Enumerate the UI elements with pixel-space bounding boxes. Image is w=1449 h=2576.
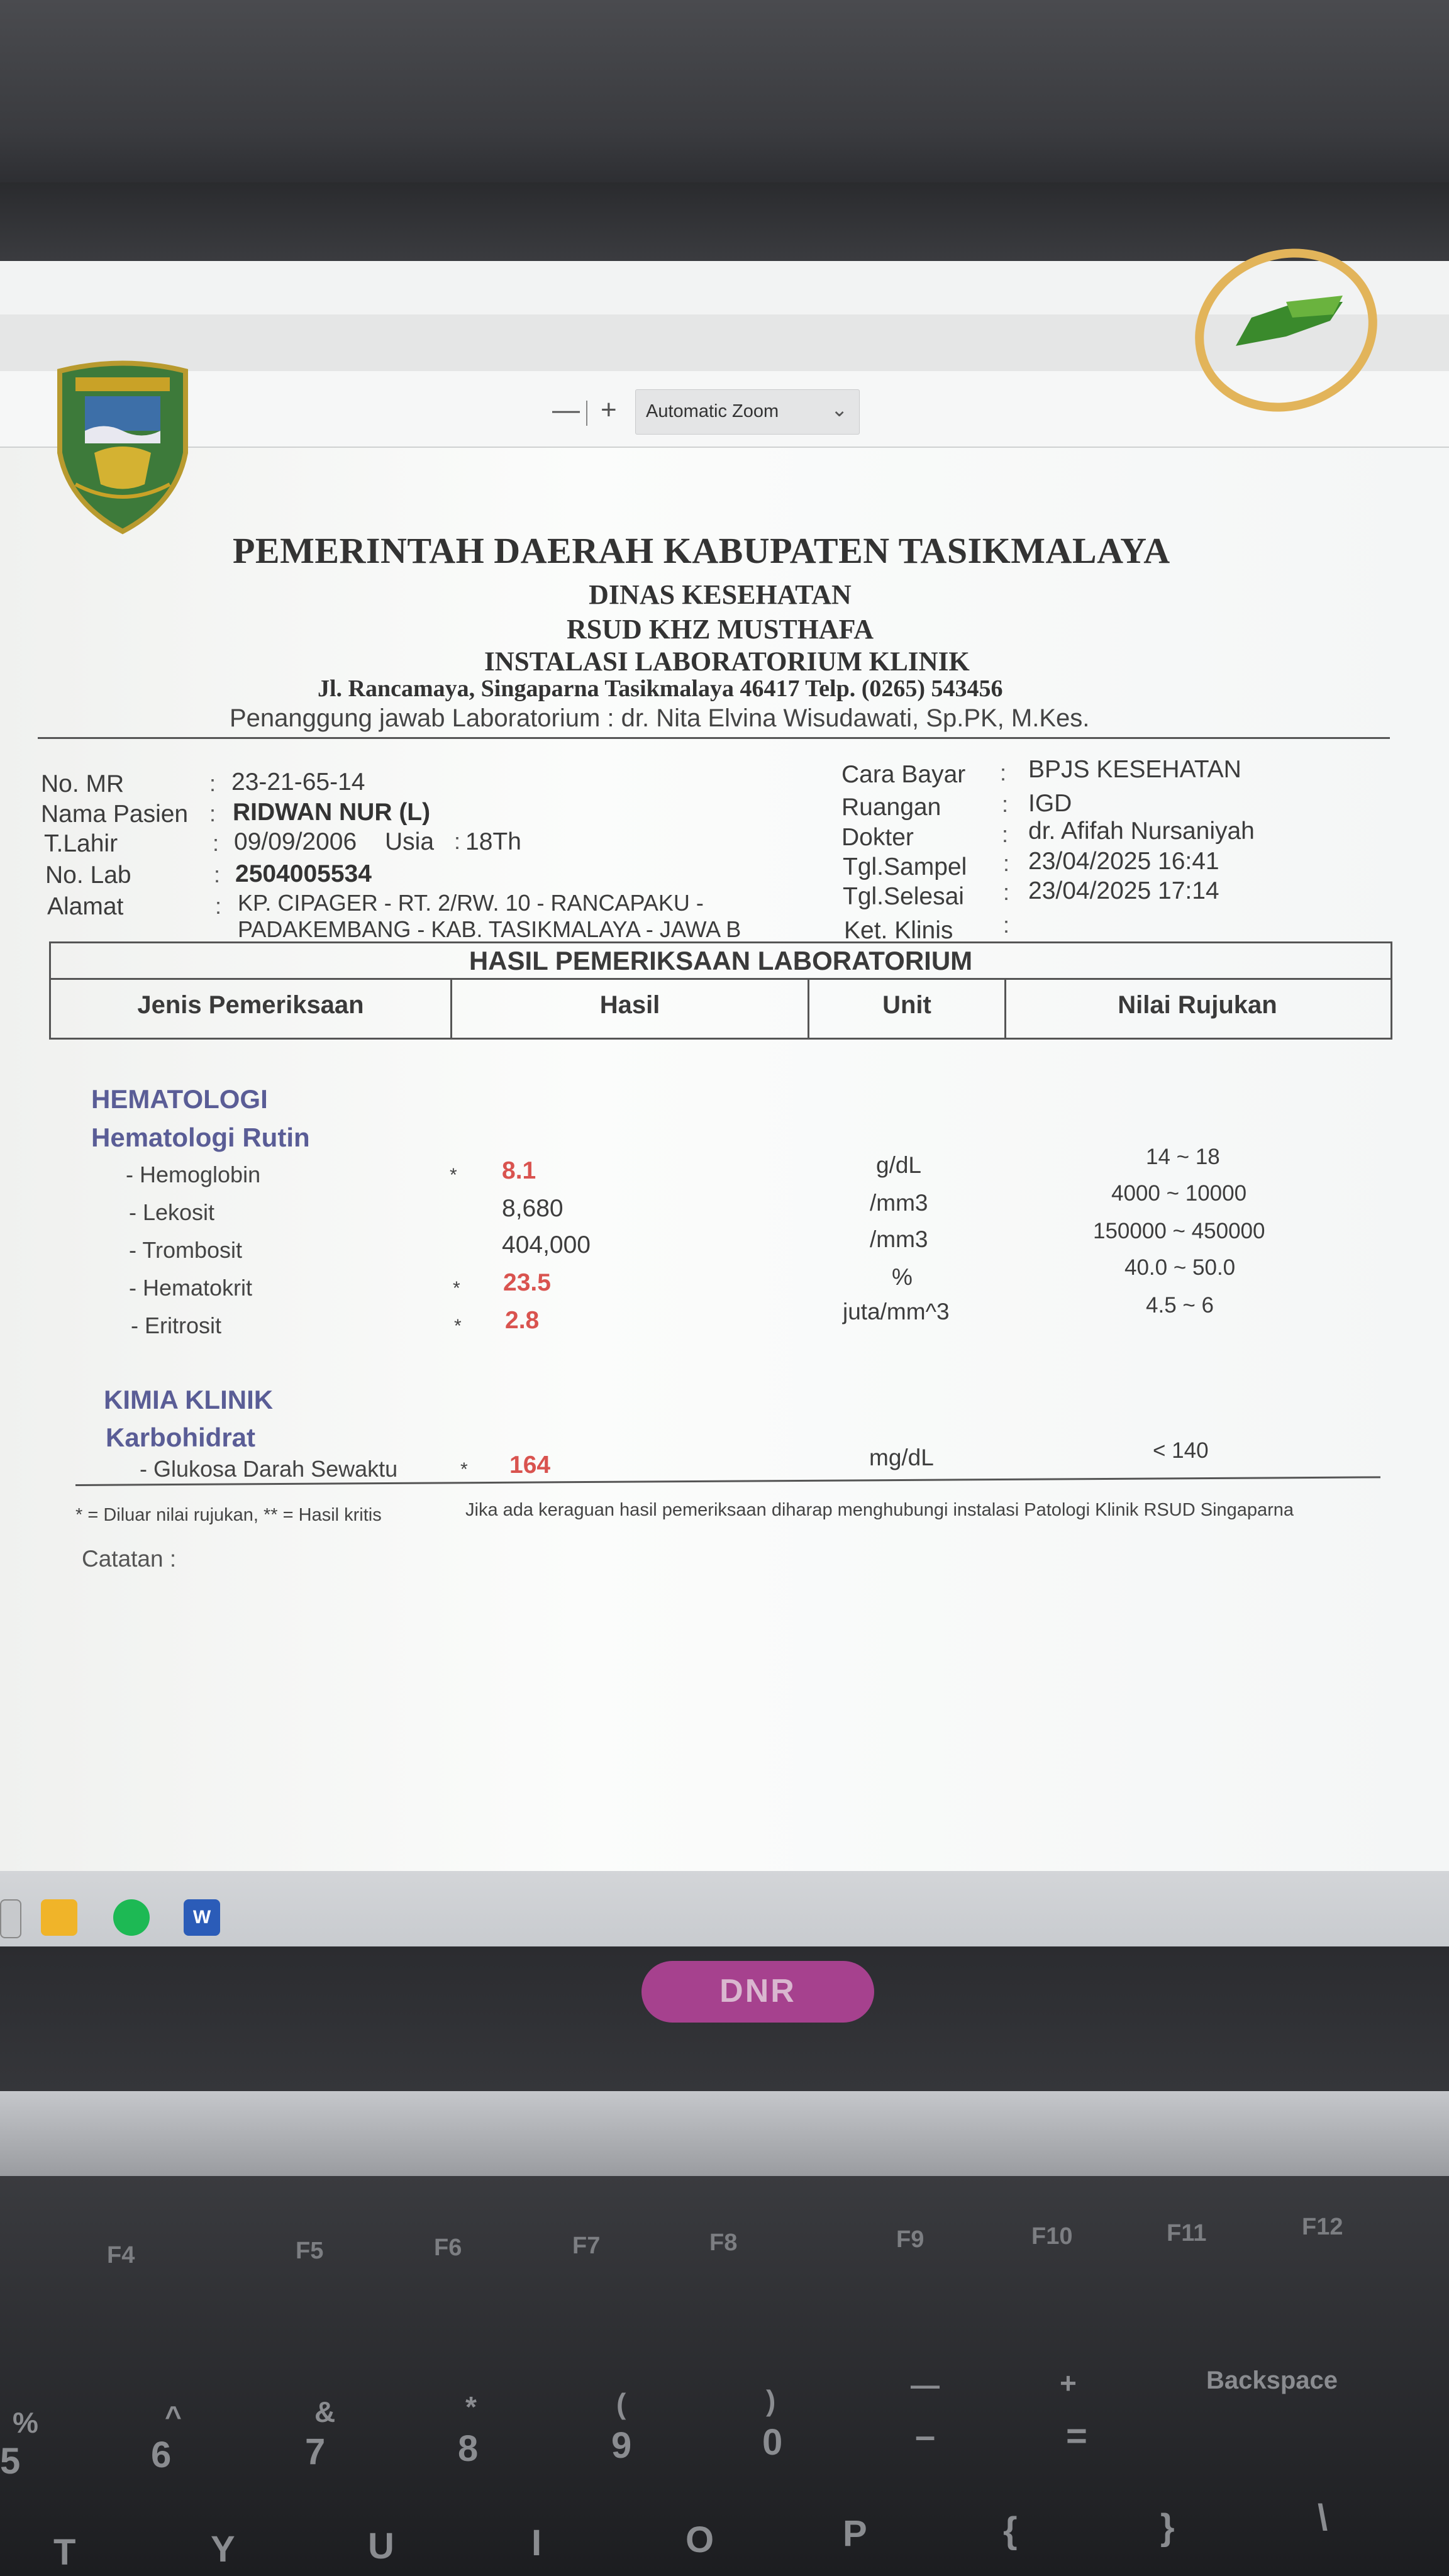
reference-range: 40.0 ~ 50.0 — [1124, 1255, 1236, 1280]
tgl-selesai-label: Tgl.Selesai — [843, 883, 964, 910]
test-value: 8.1 — [502, 1157, 536, 1184]
hospital-logo-icon — [1192, 236, 1380, 425]
key-6[interactable]: 6 — [151, 2434, 172, 2475]
test-name: - Glukosa Darah Sewaktu — [140, 1456, 398, 1482]
alamat-line-2: PADAKEMBANG - KAB. TASIKMALAYA - JAWA B — [238, 916, 741, 942]
colon: : — [209, 770, 216, 796]
colon: : — [213, 830, 219, 856]
test-value: 8,680 — [502, 1195, 564, 1222]
key-o[interactable]: O — [686, 2519, 714, 2560]
no-lab-value: 2504005534 — [235, 860, 372, 887]
header-line-3: RSUD KHZ MUSTHAFA — [566, 614, 874, 645]
out-of-range-flag: * — [460, 1459, 468, 1480]
key-5[interactable]: 5 — [0, 2441, 21, 2482]
key-0-shift: ) — [766, 2384, 776, 2417]
test-name: - Hemoglobin — [126, 1162, 261, 1187]
key-f6[interactable]: F6 — [434, 2235, 462, 2261]
tgl-sampel-label: Tgl.Sampel — [843, 853, 967, 880]
test-value: 2.8 — [505, 1307, 540, 1334]
key-9[interactable]: 9 — [611, 2425, 632, 2466]
section-subtitle: Karbohidrat — [106, 1423, 256, 1452]
colon: : — [1002, 821, 1009, 847]
tlahir-label: T.Lahir — [44, 830, 118, 857]
chevron-down-icon: ⌄ — [831, 398, 848, 421]
column-header-unit: Unit — [809, 980, 1006, 1038]
alamat-line-1: KP. CIPAGER - RT. 2/RW. 10 - RANCAPAKU - — [238, 890, 704, 916]
key-7-shift: & — [314, 2396, 336, 2428]
key-left-brace[interactable]: { — [1003, 2510, 1018, 2551]
key-i[interactable]: I — [531, 2523, 542, 2563]
key-f11[interactable]: F11 — [1167, 2220, 1207, 2246]
reference-range: 4.5 ~ 6 — [1146, 1293, 1214, 1318]
key-minus[interactable]: – — [915, 2416, 936, 2457]
nama-pasien-value: RIDWAN NUR (L) — [233, 799, 431, 826]
tgl-sampel-value: 23/04/2025 16:41 — [1028, 848, 1219, 875]
test-name: - Trombosit — [129, 1237, 243, 1263]
test-unit: juta/mm^3 — [843, 1299, 950, 1324]
colon: : — [1003, 850, 1010, 876]
zoom-in-button[interactable]: + — [601, 394, 617, 425]
flag-legend: * = Diluar nilai rujukan, ** = Hasil kritis — [75, 1505, 382, 1525]
laptop-screen — [0, 261, 1449, 1871]
colon: : — [1002, 791, 1009, 817]
ket-klinis-label: Ket. Klinis — [844, 917, 953, 944]
test-unit: /mm3 — [870, 1190, 928, 1216]
column-header-hasil: Hasil — [452, 980, 809, 1038]
results-table-title: HASIL PEMERIKSAAN LABORATORIUM — [51, 943, 1391, 980]
dnr-sticker-text: DNR — [719, 1973, 796, 2009]
header-line-1: PEMERINTAH DAERAH KABUPATEN TASIKMALAYA — [233, 530, 1170, 571]
key-y[interactable]: Y — [211, 2529, 235, 2570]
usia-label: Usia — [385, 828, 435, 855]
no-mr-label: No. MR — [41, 770, 125, 797]
colon: : — [454, 828, 461, 854]
key-f4[interactable]: F4 — [107, 2242, 135, 2268]
key-f5[interactable]: F5 — [296, 2238, 324, 2264]
cara-bayar-value: BPJS KESEHATAN — [1028, 756, 1241, 783]
key-8[interactable]: 8 — [458, 2428, 479, 2469]
colon: : — [1000, 760, 1007, 786]
key-f12[interactable]: F12 — [1302, 2214, 1343, 2240]
out-of-range-flag: * — [450, 1165, 457, 1185]
key-7[interactable]: 7 — [305, 2431, 326, 2472]
colon: : — [214, 862, 221, 887]
catatan-label: Catatan : — [82, 1546, 177, 1572]
key-5-shift: % — [13, 2406, 38, 2439]
key-0[interactable]: 0 — [762, 2422, 783, 2463]
colon: : — [1003, 912, 1010, 938]
key-backspace[interactable]: Backspace — [1206, 2367, 1338, 2394]
test-unit: g/dL — [876, 1152, 922, 1178]
test-value: 164 — [509, 1452, 551, 1479]
reference-range: 150000 ~ 450000 — [1093, 1219, 1265, 1243]
nama-pasien-label: Nama Pasien — [41, 801, 189, 828]
key-right-brace[interactable]: } — [1160, 2507, 1175, 2548]
monitor-top-bezel — [0, 0, 1449, 189]
colon: : — [209, 801, 216, 826]
usia-value: 18Th — [465, 828, 521, 855]
out-of-range-flag: * — [453, 1278, 460, 1299]
zoom-out-button[interactable]: — — [552, 394, 580, 425]
footer-disclaimer: Jika ada keraguan hasil pemeriksaan diharap menghubungi instalasi Patologi Klinik RSUD Singaparna — [465, 1500, 1294, 1520]
section-title: KIMIA KLINIK — [104, 1385, 274, 1414]
header-responsible: Penanggung jawab Laboratorium : dr. Nita Elvina Wisudawati, Sp.PK, M.Kes. — [230, 704, 1090, 732]
key-t[interactable]: T — [53, 2532, 76, 2573]
tgl-selesai-value: 23/04/2025 17:14 — [1028, 877, 1219, 904]
key-6-shift: ^ — [165, 2400, 182, 2433]
test-unit: mg/dL — [869, 1445, 934, 1470]
key-p[interactable]: P — [843, 2513, 867, 2554]
colon: : — [1003, 879, 1010, 905]
key-equals[interactable]: = — [1066, 2416, 1087, 2457]
alamat-label: Alamat — [47, 893, 124, 920]
header-rule — [38, 737, 1390, 739]
colon: : — [215, 893, 222, 919]
key-minus-shift: — — [911, 2368, 940, 2401]
key-f8[interactable]: F8 — [709, 2229, 738, 2256]
cara-bayar-label: Cara Bayar — [841, 761, 966, 788]
key-f7[interactable]: F7 — [572, 2233, 601, 2259]
sticky-notes-icon[interactable] — [41, 1899, 77, 1936]
reference-range: < 140 — [1153, 1438, 1209, 1463]
key-f10[interactable]: F10 — [1031, 2223, 1073, 2250]
dnr-sticker — [641, 1961, 874, 2023]
key-f9[interactable]: F9 — [896, 2226, 924, 2253]
reference-range: 4000 ~ 10000 — [1111, 1181, 1247, 1206]
header-line-2: DINAS KESEHATAN — [589, 579, 852, 610]
key-9-shift: ( — [616, 2387, 626, 2420]
word-icon[interactable]: W — [184, 1899, 220, 1936]
key-u[interactable]: U — [368, 2526, 394, 2567]
header-line-4: INSTALASI LABORATORIUM KLINIK — [484, 647, 970, 677]
column-header-nilai-rujukan: Nilai Rujukan — [1118, 991, 1277, 1019]
dokter-value: dr. Afifah Nursaniyah — [1028, 818, 1255, 845]
test-unit: /mm3 — [870, 1226, 928, 1252]
test-value: 404,000 — [502, 1231, 591, 1258]
test-name: - Eritrosit — [131, 1313, 221, 1338]
taskbar-partial-icon[interactable] — [0, 1899, 21, 1938]
test-unit: % — [892, 1264, 913, 1290]
key-equals-shift: + — [1060, 2367, 1077, 2399]
zoom-select-value: Automatic Zoom — [646, 401, 779, 421]
no-mr-value: 23-21-65-14 — [231, 769, 365, 796]
column-header-jenis: Jenis Pemeriksaan — [51, 980, 452, 1038]
out-of-range-flag: * — [454, 1316, 462, 1336]
spotify-icon[interactable] — [113, 1899, 150, 1936]
results-table-header — [49, 941, 1392, 1040]
header-address: Jl. Rancamaya, Singaparna Tasikmalaya 46417 Telp. (0265) 543456 — [318, 675, 1003, 702]
section-subtitle: Hematologi Rutin — [91, 1123, 310, 1152]
tasikmalaya-seal-icon — [50, 358, 195, 535]
no-lab-label: No. Lab — [45, 862, 131, 889]
zoom-separator — [586, 401, 587, 426]
section-title: HEMATOLOGI — [91, 1084, 268, 1114]
key-backslash[interactable]: \ — [1318, 2497, 1328, 2538]
ruangan-label: Ruangan — [841, 794, 941, 821]
test-value: 23.5 — [503, 1269, 551, 1296]
tlahir-value: 09/09/2006 — [234, 828, 357, 855]
test-name: - Hematokrit — [129, 1275, 253, 1301]
key-8-shift: * — [465, 2390, 477, 2423]
dokter-label: Dokter — [841, 824, 914, 851]
test-name: - Lekosit — [129, 1199, 215, 1225]
zoom-select[interactable] — [635, 389, 860, 435]
reference-range: 14 ~ 18 — [1146, 1145, 1220, 1169]
ruangan-value: IGD — [1028, 790, 1072, 817]
